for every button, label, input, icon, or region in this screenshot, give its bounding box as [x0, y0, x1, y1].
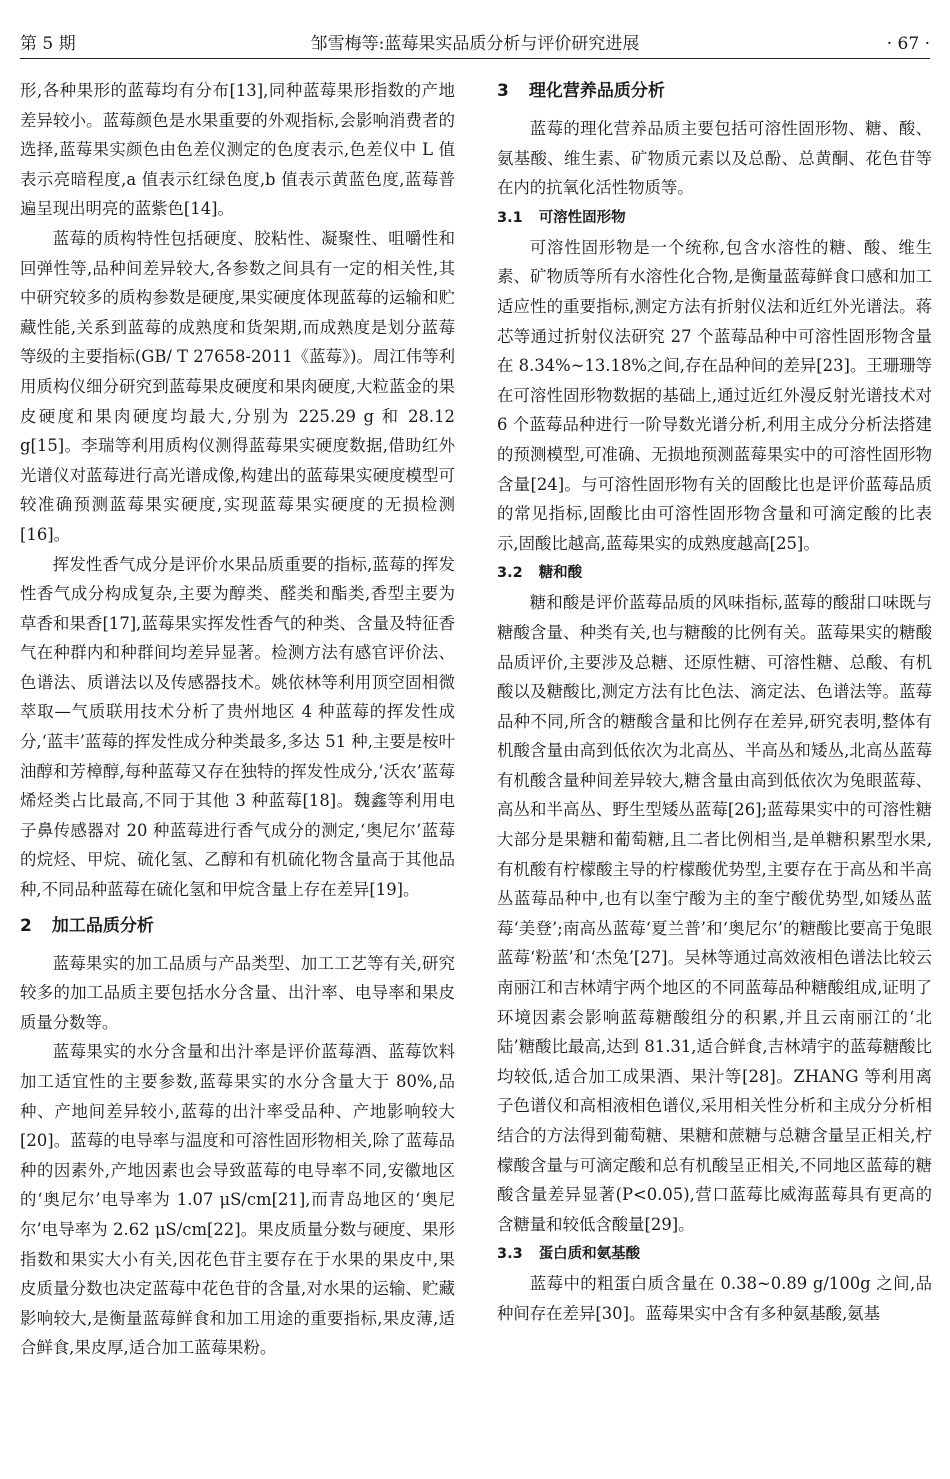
- subsection-title: 糖和酸: [538, 565, 583, 582]
- paragraph: 蓝莓的理化营养品质主要包括可溶性固形物、糖、酸、氨基酸、维生素、矿物质元素以及总酚、总黄酮、花色苷等在内的抗氧化活性物质等。: [497, 119, 932, 198]
- right-column: [497, 76, 932, 1329]
- paragraph: 挥发性香气成分是评价水果品质重要的指标,蓝莓的挥发性香气成分构成复杂,主要为醇类、醛类和酯类,香型主要为草香和果香[17],蓝莓果实挥发性香气的种类、含量及特征香气在种群内和种群间均差异显著。检测方法有感官评价法、色谱法、质谱法以及传感器技术。姚依林等利用顶空固相微萃取—气质联用技术分析了贵州地区 4 种蓝莓的挥发性成分,‘蓝丰’蓝莓的挥发性成分种类最多,多达 51 种,主要是桉叶油醇和芳樟醇,每种蓝莓又存在独特的挥发性成分,‘沃农’蓝莓烯烃类占比最高,不同于其他 3 种蓝莓[18]。魏鑫等利用电子鼻传感器对 20 种蓝莓进行香气成分的测定,‘奥尼尔’蓝莓的烷烃、甲烷、硫化氢、乙醇和有机硫化物含量高于其他品种,不同品种蓝莓在硫化氢和甲烷含量上存在差异[19]。: [20, 554, 455, 900]
- paragraph: 可溶性固形物是一个统称,包含水溶性的糖、酸、维生素、矿物质等所有水溶性化合物,是衡量蓝莓鲜食口感和加工适应性的重要指标,测定方法有折射仪法和近红外光谱法。蒋芯等通过折射仪法研究 27 个蓝莓品种中可溶性固形物含量在 8.34%~13.18%之间,存在品种间的差异[23]。王珊珊等在可溶性固形物数据的基础上,通过近红外漫反射光谱技术对 6 个蓝莓品种进行一阶导数光谱分析,利用主成分分析法搭建的预测模型,可准确、无损地预测蓝莓果实中的可溶性固形物含量[24]。与可溶性固形物有关的固酸比也是评价蓝莓品质的常见指标,固酸比由可溶性固形物含量和可滴定酸的比表示,固酸比越高,蓝莓果实的成熟度越高[25]。: [497, 237, 932, 553]
- issue-number: 第 5 期: [20, 34, 76, 54]
- section-title: 加工品质分析: [51, 915, 154, 936]
- section-title: 理化营养品质分析: [528, 81, 665, 101]
- running-title: 邹雪梅等:蓝莓果实品质分析与评价研究进展: [310, 34, 640, 54]
- subsection-heading: [497, 558, 932, 588]
- running-header: [20, 30, 930, 59]
- subsection-number: 3.3: [497, 1246, 523, 1263]
- subsection-number: 3.2: [497, 565, 523, 582]
- subsection-title: 蛋白质和氨基酸: [538, 1246, 641, 1263]
- section-number: 3: [497, 81, 509, 101]
- page-number: · 67 ·: [886, 34, 930, 54]
- paragraph: 糖和酸是评价蓝莓品质的风味指标,蓝莓的酸甜口味既与糖酸含量、种类有关,也与糖酸的比例有关。蓝莓果实的糖酸品质评价,主要涉及总糖、还原性糖、可溶性糖、总酸、有机酸以及糖酸比,测定方法有比色法、滴定法、色谱法等。蓝莓品种不同,所含的糖酸含量和比例存在差异,研究表明,整体有机酸含量由高到低依次为北高丛、半高丛和矮丛,北高丛蓝莓有机酸含量种间差异较大,糖含量由高到低依次为兔眼蓝莓、高丛和半高丛、野生型矮丛蓝莓[26];蓝莓果实中的可溶性糖大部分是果糖和葡萄糖,且二者比例相当,是单糖积累型水果,有机酸有柠檬酸主导的柠檬酸优势型,主要存在于高丛和半高丛蓝莓品种中,也有以奎宁酸为主的奎宁酸优势型,如矮丛蓝莓‘美登’;南高丛蓝莓‘夏兰普’和‘奥尼尔’的糖酸比要高于兔眼蓝莓‘粉蓝’和‘杰兔’[27]。吴林等通过高效液相色谱法比较云南丽江和吉林靖宇两个地区的不同蓝莓品种糖酸组成,证明了环境因素会影响蓝莓糖酸组分的积累,并且云南丽江的‘北陆’糖酸比最高,达到 81.31,适合鲜食,吉林靖宇的蓝莓糖酸比均较低,适合加工成果酒、果汁等[28]。ZHANG 等利用离子色谱仪和高相液相色谱仪,采用相关性分析和主成分分析相结合的方法得到葡萄糖、果糖和蔗糖与总糖含量呈正相关,柠檬酸含量与可滴定酸和总有机酸呈正相关,不同地区蓝莓的糖酸含量差异显著(P<0.05),营口蓝莓比威海蓝莓具有更高的含糖量和较低含酸量[29]。: [497, 593, 932, 1234]
- paragraph: 蓝莓中的粗蛋白质含量在 0.38~0.89 g/100g 之间,品种间存在差异[30]。蓝莓果实中含有多种氨基酸,氨基: [497, 1274, 932, 1323]
- paragraph: 蓝莓的质构特性包括硬度、胶粘性、凝聚性、咀嚼性和回弹性等,品种间差异较大,各参数之间具有一定的相关性,其中研究较多的质构参数是硬度,果实硬度体现蓝莓的运输和贮藏性能,关系到蓝莓的成熟度和货架期,而成熟度是划分蓝莓等级的主要指标(GB/ T 27658-2011《蓝莓》)。周江伟等利用质构仪细分研究到蓝莓果皮硬度和果肉硬度,大粒蓝金的果皮硬度和果肉硬度均最大,分别为 225.29 g 和 28.12 g[15]。李瑞等利用质构仪测得蓝莓果实硬度数据,借助红外光谱仪对蓝莓进行高光谱成像,构建出的蓝莓果实硬度模型可较准确预测蓝莓果实硬度,实现蓝莓果实硬度的无损检测[16]。: [20, 228, 455, 544]
- paragraph: 蓝莓果实的水分含量和出汁率是评价蓝莓酒、蓝莓饮料加工适宜性的主要参数,蓝莓果实的水分含量大于 80%,品种、产地间差异较小,蓝莓的出汁率受品种、产地影响较大[20]。蓝莓的电导率与温度和可溶性固形物相关,除了蓝莓品种的因素外,产地因素也会导致蓝莓的电导率不同,安徽地区的‘奥尼尔’电导率为 1.07 μS/cm[21],而青岛地区的‘奥尼尔’电导率为 2.62 μS/cm[22]。果皮质量分数与硬度、果形指数和果实大小有关,因花色苷主要存在于水果的果皮中,果皮质量分数也决定蓝莓中花色苷的含量,对水果的运输、贮藏影响较大,是衡量蓝莓鲜食和加工用途的重要指标,果皮薄,适合鲜食,果皮厚,适合加工蓝莓果粉。: [20, 1042, 455, 1358]
- left-column: [20, 76, 455, 1363]
- subsection-heading: [497, 1239, 932, 1269]
- paragraph: 蓝莓果实的加工品质与产品类型、加工工艺等有关,研究较多的加工品质主要包括水分含量、出汁率、电导率和果皮质量分数等。: [20, 953, 455, 1032]
- paragraph: 形,各种果形的蓝莓均有分布[13],同种蓝莓果形指数的产地差异较小。蓝莓颜色是水果重要的外观指标,会影响消费者的选择,蓝莓果实颜色由色差仪测定的色度表示,色差仪中 L 值表示亮暗程度,a 值表示红绿色度,b 值表示黄蓝色度,蓝莓普遍呈现出明亮的蓝紫色[14]。: [20, 81, 455, 219]
- section-heading: [20, 911, 455, 941]
- subsection-number: 3.1: [497, 209, 523, 226]
- section-number: 2: [20, 915, 32, 936]
- subsection-heading: [497, 203, 932, 233]
- section-heading: [497, 76, 932, 106]
- subsection-title: 可溶性固形物: [538, 209, 626, 226]
